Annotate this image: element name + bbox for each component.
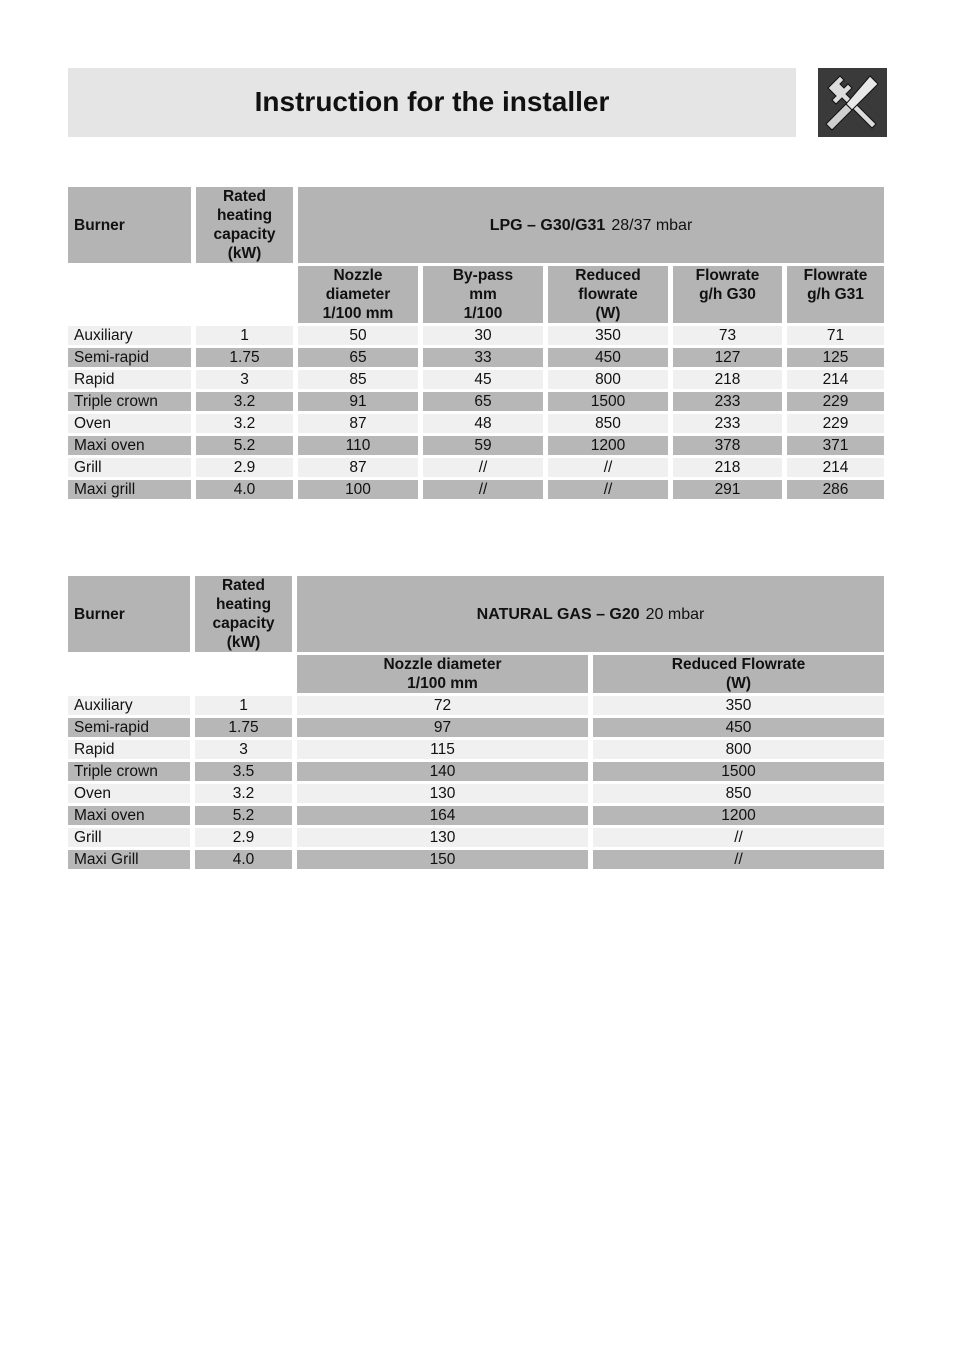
table-row xyxy=(68,392,887,411)
table-row xyxy=(68,458,887,477)
value-cell: 50 xyxy=(298,326,423,345)
value-cell: 3.2 xyxy=(195,784,297,803)
burner-name-cell: Semi-rapid xyxy=(68,718,195,737)
table-row xyxy=(68,326,887,345)
lpg-subheader-row xyxy=(68,266,887,323)
value-cell: 59 xyxy=(423,436,548,455)
value-cell: 1200 xyxy=(593,806,887,825)
gas-type-title: NATURAL GAS – G20 xyxy=(476,605,640,623)
value-cell: 150 xyxy=(297,850,593,869)
value-cell: 286 xyxy=(787,480,887,499)
value-cell: 48 xyxy=(423,414,548,433)
value-cell: 1.75 xyxy=(195,718,297,737)
burner-name-cell: Maxi oven xyxy=(68,806,195,825)
value-cell: 3.5 xyxy=(195,762,297,781)
value-cell: 127 xyxy=(673,348,787,367)
value-cell: 3 xyxy=(196,370,298,389)
value-cell: 218 xyxy=(673,370,787,389)
value-cell: 1500 xyxy=(593,762,887,781)
blank-cell xyxy=(195,655,297,693)
value-cell: 65 xyxy=(423,392,548,411)
value-cell: 3.2 xyxy=(196,392,298,411)
value-cell: 65 xyxy=(298,348,423,367)
value-cell: 229 xyxy=(787,392,887,411)
burner-name-cell: Rapid xyxy=(68,740,195,759)
value-cell: 214 xyxy=(787,458,887,477)
value-cell: 450 xyxy=(593,718,887,737)
value-cell: 233 xyxy=(673,414,787,433)
value-cell: 850 xyxy=(593,784,887,803)
value-cell: // xyxy=(548,458,673,477)
natural-gas-table-body xyxy=(68,696,887,869)
capacity-column-header: Rated heating capacity (kW) xyxy=(196,187,298,263)
value-cell: 800 xyxy=(548,370,673,389)
burner-name-cell: Rapid xyxy=(68,370,196,389)
value-cell: 350 xyxy=(548,326,673,345)
blank-cell xyxy=(68,655,195,693)
lpg-table-body xyxy=(68,326,887,499)
table-row xyxy=(68,370,887,389)
value-cell: // xyxy=(423,480,548,499)
value-cell: 164 xyxy=(297,806,593,825)
value-cell: 5.2 xyxy=(195,806,297,825)
table-row xyxy=(68,436,887,455)
value-cell: 233 xyxy=(673,392,787,411)
burner-name-cell: Oven xyxy=(68,784,195,803)
value-cell: 4.0 xyxy=(196,480,298,499)
table-row xyxy=(68,480,887,499)
table-row xyxy=(68,348,887,367)
value-cell: 115 xyxy=(297,740,593,759)
burner-name-cell: Triple crown xyxy=(68,762,195,781)
value-cell: 1200 xyxy=(548,436,673,455)
value-cell: 218 xyxy=(673,458,787,477)
value-cell: 125 xyxy=(787,348,887,367)
value-cell: // xyxy=(423,458,548,477)
value-cell: 2.9 xyxy=(196,458,298,477)
ng-header-row xyxy=(68,576,887,652)
table-row xyxy=(68,828,887,847)
value-cell: 130 xyxy=(297,828,593,847)
column-header: Reduced flowrate (W) xyxy=(548,266,673,323)
gas-type-header xyxy=(297,576,887,652)
burner-name-cell: Oven xyxy=(68,414,196,433)
value-cell: 140 xyxy=(297,762,593,781)
burner-name-cell: Auxiliary xyxy=(68,326,196,345)
value-cell: 33 xyxy=(423,348,548,367)
wrench-screwdriver-icon xyxy=(818,68,887,137)
value-cell: 1 xyxy=(195,696,297,715)
value-cell: 85 xyxy=(298,370,423,389)
blank-cell xyxy=(68,266,196,323)
value-cell: 73 xyxy=(673,326,787,345)
burner-name-cell: Triple crown xyxy=(68,392,196,411)
burner-name-cell: Grill xyxy=(68,828,195,847)
value-cell: 91 xyxy=(298,392,423,411)
lpg-header-row xyxy=(68,187,887,263)
value-cell: // xyxy=(593,828,887,847)
column-header: Flowrate g/h G31 xyxy=(787,266,887,323)
column-header: Flowrate g/h G30 xyxy=(673,266,787,323)
burner-column-header: Burner xyxy=(68,187,196,263)
value-cell: 214 xyxy=(787,370,887,389)
column-header: Nozzle diameter 1/100 mm xyxy=(297,655,593,693)
value-cell: 97 xyxy=(297,718,593,737)
natural-gas-nozzle-table xyxy=(68,573,887,872)
burner-name-cell: Maxi grill xyxy=(68,480,196,499)
burner-name-cell: Maxi oven xyxy=(68,436,196,455)
value-cell: 350 xyxy=(593,696,887,715)
value-cell: 4.0 xyxy=(195,850,297,869)
value-cell: // xyxy=(548,480,673,499)
value-cell: 229 xyxy=(787,414,887,433)
value-cell: 450 xyxy=(548,348,673,367)
table-row xyxy=(68,718,887,737)
table-row xyxy=(68,784,887,803)
value-cell: // xyxy=(593,850,887,869)
header-band xyxy=(68,68,796,137)
gas-type-header xyxy=(298,187,887,263)
value-cell: 371 xyxy=(787,436,887,455)
value-cell: 87 xyxy=(298,414,423,433)
value-cell: 110 xyxy=(298,436,423,455)
ng-subheader-row xyxy=(68,655,887,693)
value-cell: 87 xyxy=(298,458,423,477)
column-header: By-pass mm 1/100 xyxy=(423,266,548,323)
value-cell: 800 xyxy=(593,740,887,759)
burner-column-header: Burner xyxy=(68,576,195,652)
value-cell: 378 xyxy=(673,436,787,455)
value-cell: 2.9 xyxy=(195,828,297,847)
value-cell: 71 xyxy=(787,326,887,345)
table-row xyxy=(68,762,887,781)
gas-pressure: 28/37 mbar xyxy=(611,216,693,234)
value-cell: 1 xyxy=(196,326,298,345)
burner-name-cell: Auxiliary xyxy=(68,696,195,715)
burner-name-cell: Grill xyxy=(68,458,196,477)
blank-cell xyxy=(196,266,298,323)
value-cell: 30 xyxy=(423,326,548,345)
lpg-nozzle-table xyxy=(68,184,887,502)
burner-name-cell: Semi-rapid xyxy=(68,348,196,367)
burner-name-cell: Maxi Grill xyxy=(68,850,195,869)
value-cell: 1500 xyxy=(548,392,673,411)
table-row xyxy=(68,414,887,433)
value-cell: 72 xyxy=(297,696,593,715)
value-cell: 130 xyxy=(297,784,593,803)
table-row xyxy=(68,696,887,715)
column-header: Nozzle diameter 1/100 mm xyxy=(298,266,423,323)
capacity-column-header: Rated heating capacity (kW) xyxy=(195,576,297,652)
gas-pressure: 20 mbar xyxy=(645,605,705,623)
value-cell: 45 xyxy=(423,370,548,389)
table-row xyxy=(68,806,887,825)
gas-type-title: LPG – G30/G31 xyxy=(489,216,606,234)
page-title: Instruction for the installer xyxy=(254,86,610,117)
value-cell: 1.75 xyxy=(196,348,298,367)
value-cell: 291 xyxy=(673,480,787,499)
value-cell: 850 xyxy=(548,414,673,433)
value-cell: 3 xyxy=(195,740,297,759)
value-cell: 3.2 xyxy=(196,414,298,433)
table-row xyxy=(68,850,887,869)
value-cell: 5.2 xyxy=(196,436,298,455)
column-header: Reduced Flowrate (W) xyxy=(593,655,887,693)
value-cell: 100 xyxy=(298,480,423,499)
table-row xyxy=(68,740,887,759)
